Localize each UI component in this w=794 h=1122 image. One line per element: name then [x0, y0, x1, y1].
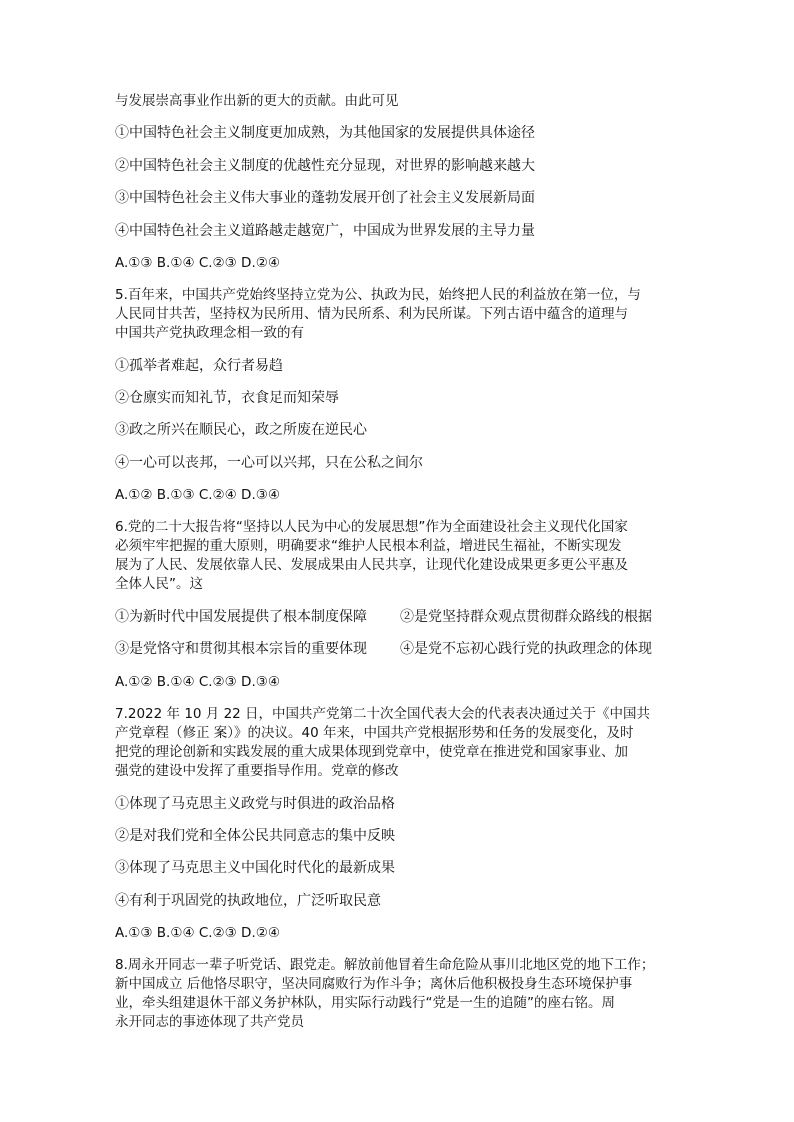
q4-option-3: ③中国特色社会主义伟大事业的蓬勃发展开创了社会主义发展新局面 [115, 190, 535, 206]
q6-option-2: ②是党坚持群众观点贯彻群众路线的根据 [400, 609, 652, 625]
q4-option-1: ①中国特色社会主义制度更加成熟，为其他国家的发展提供具体途径 [115, 125, 535, 141]
q5-option-3: ③政之所兴在顺民心，政之所废在逆民心 [115, 422, 367, 438]
q5-option-2: ②仓廪实而知礼节，衣食足而知荣辱 [115, 390, 339, 406]
q6-answer-choices: A.①② B.①④ C.②③ D.③④ [115, 674, 280, 690]
q5-option-4: ④一心可以丧邦，一心可以兴邦，只在公私之间尔 [115, 455, 423, 471]
q7-stem-line-3: 把党的理论创新和实践发展的重大成果体现到党章中，使党章在推进党和国家事业、加 [115, 744, 628, 760]
q4-stem-end: 与发展崇高事业作出新的更大的贡献。由此可见 [115, 93, 399, 109]
q5-stem-line-3: 中国共产党执政理念相一致的有 [115, 325, 304, 341]
q6-stem-line-1: 6.党的二十大报告将“坚持以人民为中心的发展思想”作为全面建设社会主义现代化国家 [115, 519, 628, 535]
q6-stem-line-3: 展为了人民、发展依靠人民、发展成果由人民共享，让现代化建设成果更多更公平惠及 [115, 557, 628, 573]
q7-stem-line-1: 7.2022 年 10 月 22 日，中国共产党第二十次全国代表大会的代表表决通过关于《中国共 [115, 706, 651, 722]
q4-option-4: ④中国特色社会主义道路越走越宽广，中国成为世界发展的主导力量 [115, 223, 535, 239]
q5-stem-line-2: 人民同甘共苦，坚持权为民所用、情为民所系、利为民所谋。下列古语中蕴含的道理与 [115, 306, 628, 322]
q8-stem-line-1: 8.周永开同志一辈子听党话、跟党走。解放前他冒着生命危险从事川北地区党的地下工作； [115, 957, 655, 973]
q6-option-4: ④是党不忘初心践行党的执政理念的体现 [400, 641, 652, 657]
q7-option-4: ④有利于巩固党的执政地位，广泛听取民意 [115, 893, 381, 909]
q7-option-3: ③体现了马克思主义中国化时代化的最新成果 [115, 860, 395, 876]
q7-option-1: ①体现了马克思主义政党与时俱进的政治品格 [115, 796, 395, 812]
q8-stem-line-3: 业，牵头组建退休干部义务护林队，用实际行动践行“党是一生的追随”的座右铭。周 [115, 995, 615, 1011]
q7-answer-choices: A.①③ B.①④ C.②③ D.②④ [115, 925, 280, 941]
q8-stem-line-2: 新中国成立 后他恪尽职守，坚决同腐败行为作斗争；离休后他积极投身生态环境保护事 [115, 976, 633, 992]
q7-stem-line-4: 强党的建设中发挥了重要指导作用。党章的修改 [115, 763, 399, 779]
q4-option-2: ②中国特色社会主义制度的优越性充分显现，对世界的影响越来越大 [115, 158, 535, 174]
q6-option-3: ③是党恪守和贯彻其根本宗旨的重要体现 [115, 641, 367, 657]
q4-answer-choices: A.①③ B.①④ C.②③ D.②④ [115, 255, 280, 271]
q8-stem-line-4: 永开同志的事迹体现了共产党员 [115, 1014, 304, 1030]
q6-option-1: ①为新时代中国发展提供了根本制度保障 [115, 609, 367, 625]
q5-answer-choices: A.①② B.①③ C.②④ D.③④ [115, 487, 280, 503]
q5-stem-line-1: 5.百年来，中国共产党始终坚持立党为公、执政为民，始终把人民的利益放在第一位，与 [115, 287, 641, 303]
q6-stem-line-2: 必须牢牢把握的重大原则，明确要求“维护人民根本利益，增进民生福祉，不断实现发 [115, 538, 622, 554]
q5-option-1: ①孤举者难起，众行者易趋 [115, 358, 283, 374]
q7-stem-line-2: 产党章程（修正 案）》的决议。40 年来，中国共产党根据形势和任务的发展变化，及时 [115, 725, 634, 741]
q7-option-2: ②是对我们党和全体公民共同意志的集中反映 [115, 828, 395, 844]
q6-stem-line-4: 全体人民”。这 [115, 576, 203, 592]
